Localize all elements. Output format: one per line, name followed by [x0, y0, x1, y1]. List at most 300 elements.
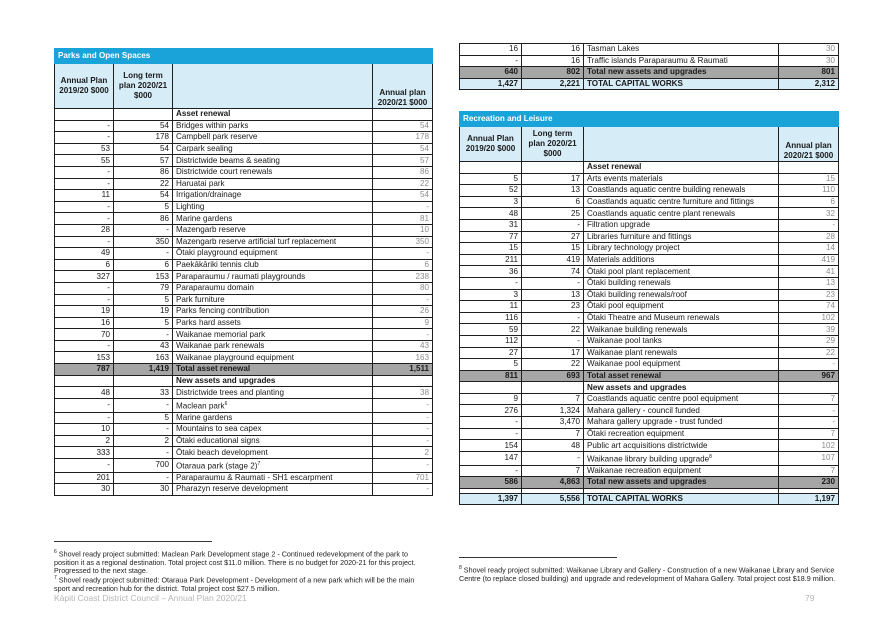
annual-plan-2020-cell: 350	[373, 236, 433, 248]
item-name-cell: Waikanae building renewals	[584, 324, 779, 336]
long-term-plan-cell: 27	[522, 231, 584, 243]
annual-plan-2019-cell: 16	[460, 44, 522, 56]
annual-plan-2019-cell: -	[55, 120, 114, 132]
item-name-cell: Ōtaki pool plant replacement	[584, 266, 779, 278]
empty-cell	[373, 375, 433, 387]
column-header: Annual Plan 2019/20 $000	[55, 64, 114, 109]
annual-plan-2020-cell: 29	[779, 335, 839, 347]
table-row	[460, 370, 839, 382]
annual-plan-2020-cell: 967	[779, 370, 839, 382]
long-term-plan-cell: 6	[114, 259, 173, 271]
long-term-plan-cell: -	[114, 472, 173, 484]
long-term-plan-cell: 86	[114, 166, 173, 178]
long-term-plan-cell: -	[522, 451, 584, 465]
annual-plan-2019-cell: 211	[460, 254, 522, 266]
long-term-plan-cell: 7	[522, 428, 584, 440]
long-term-plan-cell: 23	[522, 301, 584, 313]
annual-plan-2020-cell: 23	[779, 289, 839, 301]
long-term-plan-cell: -	[114, 224, 173, 236]
annual-plan-2020-cell: 2	[373, 447, 433, 459]
annual-plan-2019-cell: 52	[460, 185, 522, 197]
long-term-plan-cell: 19	[114, 306, 173, 318]
column-header: Long term plan 2020/21 $000	[522, 127, 584, 162]
long-term-plan-cell: 43	[114, 340, 173, 352]
annual-plan-2019-cell: 3	[460, 196, 522, 208]
long-term-plan-cell: 7	[522, 393, 584, 405]
item-name-cell: Total asset renewal	[584, 370, 779, 382]
column-header: Annual Plan 2019/20 $000	[460, 127, 522, 162]
annual-plan-2020-cell: -	[373, 248, 433, 260]
column-header-row	[460, 127, 839, 162]
item-name-cell: Ōtaki pool equipment	[584, 301, 779, 313]
long-term-plan-cell: 163	[114, 352, 173, 364]
annual-plan-2019-cell: 19	[55, 306, 114, 318]
annual-plan-2020-cell: 1,511	[373, 364, 433, 376]
annual-plan-2020-cell: 178	[373, 132, 433, 144]
long-term-plan-cell: -	[522, 219, 584, 231]
annual-plan-2020-cell: 7	[779, 465, 839, 477]
annual-plan-2020-cell: 30	[779, 55, 839, 67]
table-row	[460, 324, 839, 336]
item-name-cell: Public art acquisitions districtwide	[584, 440, 779, 452]
parks-table-continued	[459, 43, 839, 90]
annual-plan-2020-cell: 9	[373, 317, 433, 329]
item-name-cell: Pharazyn reserve development	[173, 484, 373, 496]
table-row	[55, 329, 433, 341]
item-name-cell: Coastlands aquatic centre building renewals	[584, 185, 779, 197]
table-row	[460, 493, 839, 505]
item-name-cell: Waikanae pool equipment	[584, 359, 779, 371]
empty-cell	[114, 375, 173, 387]
long-term-plan-cell: 22	[114, 178, 173, 190]
table-row	[460, 243, 839, 255]
annual-plan-2019-cell: 53	[55, 143, 114, 155]
long-term-plan-cell: 54	[114, 190, 173, 202]
table-row	[55, 248, 433, 260]
item-name-cell: Total asset renewal	[173, 364, 373, 376]
table-row	[460, 335, 839, 347]
long-term-plan-cell: 6	[522, 196, 584, 208]
annual-plan-2020-cell: 28	[779, 231, 839, 243]
item-name-cell: Mazengarb reserve	[173, 224, 373, 236]
table-row	[460, 55, 839, 67]
annual-plan-2019-cell: 16	[55, 317, 114, 329]
item-name-cell: TOTAL CAPITAL WORKS	[584, 78, 779, 90]
annual-plan-2019-cell: 55	[55, 155, 114, 167]
annual-plan-2019-cell: -	[55, 398, 114, 412]
annual-plan-2019-cell: 28	[55, 224, 114, 236]
item-name-cell: Waikanae memorial park	[173, 329, 373, 341]
empty-cell	[522, 162, 584, 174]
annual-plan-2019-cell: 11	[55, 190, 114, 202]
long-term-plan-cell: 4,863	[522, 477, 584, 489]
long-term-plan-cell: 419	[522, 254, 584, 266]
annual-plan-2019-cell: 27	[460, 347, 522, 359]
annual-plan-2020-cell: 43	[373, 340, 433, 352]
long-term-plan-cell: 57	[114, 155, 173, 167]
parks-table	[54, 48, 433, 496]
item-name-cell: Haruatai park	[173, 178, 373, 190]
annual-plan-2019-cell: 153	[55, 352, 114, 364]
item-name-cell: Waikanae recreation equipment	[584, 465, 779, 477]
annual-plan-2020-cell: 80	[373, 282, 433, 294]
table-row	[55, 306, 433, 318]
annual-plan-2020-cell: 54	[373, 190, 433, 202]
item-name-cell: Irrigation/drainage	[173, 190, 373, 202]
annual-plan-2020-cell: 26	[373, 306, 433, 318]
annual-plan-2019-cell: -	[55, 178, 114, 190]
table-row	[55, 143, 433, 155]
long-term-plan-cell: 13	[522, 185, 584, 197]
annual-plan-2019-cell: 9	[460, 393, 522, 405]
table-row	[460, 266, 839, 278]
table-row	[55, 190, 433, 202]
annual-plan-2019-cell: 811	[460, 370, 522, 382]
long-term-plan-cell: 7	[522, 465, 584, 477]
annual-plan-2020-cell: -	[373, 201, 433, 213]
long-term-plan-cell: 5	[114, 317, 173, 329]
item-name-cell: Otaraua park (stage 2)$^7$	[173, 458, 373, 472]
item-name-cell: Lighting	[173, 201, 373, 213]
annual-plan-2019-cell: 10	[55, 424, 114, 436]
table-row	[55, 259, 433, 271]
annual-plan-2019-cell: -	[55, 412, 114, 424]
item-name-cell: Waikanae playground equipment	[173, 352, 373, 364]
annual-plan-2019-cell: -	[55, 282, 114, 294]
table-row	[55, 236, 433, 248]
table-row	[55, 120, 433, 132]
long-term-plan-cell: 3,470	[522, 417, 584, 429]
table-row	[460, 451, 839, 465]
long-term-plan-cell: 1,419	[114, 364, 173, 376]
item-name-cell: Coastlands aquatic centre plant renewals	[584, 208, 779, 220]
annual-plan-2019-cell: 640	[460, 67, 522, 79]
item-name-cell: Districtwide court renewals	[173, 166, 373, 178]
annual-plan-2019-cell: 147	[460, 451, 522, 465]
long-term-plan-cell: 16	[522, 55, 584, 67]
item-name-cell: Paekākāriki tennis club	[173, 259, 373, 271]
item-name-cell: Paraparaumu domain	[173, 282, 373, 294]
annual-plan-2019-cell: 586	[460, 477, 522, 489]
item-name-cell: Mountains to sea capex	[173, 424, 373, 436]
empty-cell	[779, 162, 839, 174]
annual-plan-2019-cell: 201	[55, 472, 114, 484]
annual-plan-2019-cell: -	[55, 201, 114, 213]
long-term-plan-cell: 17	[522, 347, 584, 359]
annual-plan-2019-cell: 48	[55, 387, 114, 399]
annual-plan-2019-cell: 11	[460, 301, 522, 313]
table-row	[55, 166, 433, 178]
long-term-plan-cell: 1,324	[522, 405, 584, 417]
empty-cell	[779, 382, 839, 394]
footnote-ref: 8	[709, 453, 712, 460]
item-name-cell: Libraries furniture and fittings	[584, 231, 779, 243]
table-row	[55, 447, 433, 459]
long-term-plan-cell: 2	[114, 435, 173, 447]
annual-plan-2020-cell: 81	[373, 213, 433, 225]
table-title-row	[460, 112, 839, 127]
table-row	[55, 224, 433, 236]
item-name-cell: Districtwide trees and planting	[173, 387, 373, 399]
annual-plan-2020-cell: 107	[779, 451, 839, 465]
annual-plan-2020-cell: 22	[373, 178, 433, 190]
annual-plan-2020-cell: 701	[373, 472, 433, 484]
long-term-plan-cell: 33	[114, 387, 173, 399]
annual-plan-2019-cell: -	[55, 213, 114, 225]
annual-plan-2019-cell: -	[55, 236, 114, 248]
section-heading: New assets and upgrades	[173, 375, 373, 387]
item-name-cell: Tasman Lakes	[584, 44, 779, 56]
table-row	[55, 387, 433, 399]
annual-plan-2020-cell: 102	[779, 440, 839, 452]
section-heading-row	[55, 375, 433, 387]
table-row	[460, 78, 839, 90]
table-row	[55, 352, 433, 364]
footnote-6: $^6$ Shovel ready project submitted: Maclean Park Development stage 2 - Continued redevelopment of the park to position it as a regional destination. Total project cost $11.0 million. There is no budget for 2020-21 for this project. Progressed to the next stage.	[54, 549, 416, 575]
annual-plan-2020-cell: -	[779, 417, 839, 429]
long-term-plan-cell: 802	[522, 67, 584, 79]
long-term-plan-cell: 54	[114, 120, 173, 132]
long-term-plan-cell: 86	[114, 213, 173, 225]
annual-plan-2020-cell: 419	[779, 254, 839, 266]
table-row	[460, 347, 839, 359]
table-row	[460, 301, 839, 313]
footer-page-number: 79	[805, 593, 815, 603]
item-name-cell: Waikanae library building upgrade$^8$	[584, 451, 779, 465]
item-name-cell: Marine gardens	[173, 412, 373, 424]
annual-plan-2019-cell: 6	[55, 259, 114, 271]
annual-plan-2019-cell: 59	[460, 324, 522, 336]
long-term-plan-cell: 79	[114, 282, 173, 294]
item-name-cell: Coastlands aquatic centre furniture and fittings	[584, 196, 779, 208]
annual-plan-2019-cell: 77	[460, 231, 522, 243]
column-header-row	[55, 64, 433, 109]
long-term-plan-cell: -	[114, 248, 173, 260]
annual-plan-2019-cell: -	[55, 132, 114, 144]
item-name-cell: Ōtaki beach development	[173, 447, 373, 459]
annual-plan-2019-cell: -	[55, 340, 114, 352]
table-row	[55, 132, 433, 144]
table-row	[460, 440, 839, 452]
column-header	[584, 127, 779, 162]
long-term-plan-cell: 5	[114, 201, 173, 213]
annual-plan-2020-cell: 14	[779, 243, 839, 255]
empty-cell	[55, 375, 114, 387]
item-name-cell: Mazengarb reserve artificial turf replacement	[173, 236, 373, 248]
item-name-cell: TOTAL CAPITAL WORKS	[584, 493, 779, 505]
table-title: Recreation and Leisure	[460, 112, 839, 127]
annual-plan-2019-cell: 3	[460, 289, 522, 301]
long-term-plan-cell: 5	[114, 412, 173, 424]
table-row	[460, 44, 839, 56]
table-row	[460, 196, 839, 208]
table-row	[55, 201, 433, 213]
footnote-ref: 6	[224, 400, 228, 407]
footnote-ref: 7	[257, 460, 261, 467]
item-name-cell: Coastlands aquatic centre pool equipment	[584, 393, 779, 405]
long-term-plan-cell: -	[114, 424, 173, 436]
annual-plan-2020-cell: 39	[779, 324, 839, 336]
section-heading: New assets and upgrades	[584, 382, 779, 394]
table-row	[55, 424, 433, 436]
long-term-plan-cell: 25	[522, 208, 584, 220]
long-term-plan-cell: 693	[522, 370, 584, 382]
table-row	[460, 185, 839, 197]
table-row	[460, 359, 839, 371]
annual-plan-2020-cell: 54	[373, 143, 433, 155]
long-term-plan-cell: 48	[522, 440, 584, 452]
annual-plan-2020-cell: 41	[779, 266, 839, 278]
long-term-plan-cell: 700	[114, 458, 173, 472]
annual-plan-2020-cell: 102	[779, 312, 839, 324]
column-header: Long term plan 2020/21 $000	[114, 64, 173, 109]
table-row	[55, 458, 433, 472]
table-row	[460, 417, 839, 429]
long-term-plan-cell: -	[522, 312, 584, 324]
column-header: Annual plan 2020/21 $000	[373, 64, 433, 109]
item-name-cell: Ōtaki building renewals	[584, 277, 779, 289]
long-term-plan-cell: 16	[522, 44, 584, 56]
long-term-plan-cell: 5,556	[522, 493, 584, 505]
item-name-cell: Parks hard assets	[173, 317, 373, 329]
table-row	[460, 67, 839, 79]
table-row	[55, 412, 433, 424]
annual-plan-2019-cell: 15	[460, 243, 522, 255]
annual-plan-2020-cell: 6	[779, 196, 839, 208]
table-row	[460, 208, 839, 220]
table-row	[460, 173, 839, 185]
annual-plan-2020-cell: -	[779, 359, 839, 371]
long-term-plan-cell: 350	[114, 236, 173, 248]
section-heading-row	[460, 382, 839, 394]
section-heading: Asset renewal	[173, 109, 373, 121]
item-name-cell: Carpark sealing	[173, 143, 373, 155]
annual-plan-2019-cell: 70	[55, 329, 114, 341]
annual-plan-2019-cell: -	[460, 55, 522, 67]
annual-plan-2020-cell: -	[373, 424, 433, 436]
annual-plan-2020-cell: -	[373, 294, 433, 306]
table-row	[55, 271, 433, 283]
annual-plan-2019-cell: 276	[460, 405, 522, 417]
item-name-cell: Mahara gallery - council funded	[584, 405, 779, 417]
table-row	[460, 405, 839, 417]
table-row	[55, 317, 433, 329]
section-heading: Asset renewal	[584, 162, 779, 174]
long-term-plan-cell: -	[522, 335, 584, 347]
annual-plan-2020-cell: -	[779, 219, 839, 231]
table-row	[460, 219, 839, 231]
annual-plan-2019-cell: 154	[460, 440, 522, 452]
empty-cell	[373, 109, 433, 121]
annual-plan-2019-cell: 30	[55, 484, 114, 496]
item-name-cell: Traffic islands Paraparaumu & Raumati	[584, 55, 779, 67]
annual-plan-2019-cell: -	[460, 277, 522, 289]
item-name-cell: Waikanae plant renewals	[584, 347, 779, 359]
table-row	[55, 282, 433, 294]
long-term-plan-cell: 2,221	[522, 78, 584, 90]
long-term-plan-cell: 17	[522, 173, 584, 185]
item-name-cell: Library technology project	[584, 243, 779, 255]
item-name-cell: Maclean park$^6$	[173, 398, 373, 412]
item-name-cell: Mahara gallery upgrade - trust funded	[584, 417, 779, 429]
annual-plan-2020-cell: -	[373, 435, 433, 447]
annual-plan-2019-cell: 31	[460, 219, 522, 231]
footer-document-title: Kāpiti Coast District Council – Annual Plan 2020/21	[54, 593, 247, 603]
annual-plan-2020-cell: 801	[779, 67, 839, 79]
empty-cell	[460, 382, 522, 394]
item-name-cell: Waikanae park renewals	[173, 340, 373, 352]
item-name-cell: Marine gardens	[173, 213, 373, 225]
annual-plan-2020-cell: 15	[779, 173, 839, 185]
table-row	[55, 472, 433, 484]
annual-plan-2020-cell: 110	[779, 185, 839, 197]
item-name-cell: Ōtaki Theatre and Museum renewals	[584, 312, 779, 324]
annual-plan-2019-cell: 787	[55, 364, 114, 376]
table-row	[55, 398, 433, 412]
table-row	[55, 155, 433, 167]
long-term-plan-cell: -	[522, 277, 584, 289]
annual-plan-2019-cell: -	[55, 166, 114, 178]
item-name-cell: Filtration upgrade	[584, 219, 779, 231]
annual-plan-2020-cell: 230	[779, 477, 839, 489]
item-name-cell: Paraparaumu / raumati playgrounds	[173, 271, 373, 283]
item-name-cell: Ōtaki educational signs	[173, 435, 373, 447]
annual-plan-2019-cell: 36	[460, 266, 522, 278]
table-row	[55, 364, 433, 376]
item-name-cell: Paraparaumu & Raumati - SH1 escarpment	[173, 472, 373, 484]
annual-plan-2019-cell: -	[55, 294, 114, 306]
annual-plan-2020-cell: 32	[779, 208, 839, 220]
empty-cell	[55, 109, 114, 121]
table-row	[55, 178, 433, 190]
annual-plan-2019-cell: 333	[55, 447, 114, 459]
recreation-table	[459, 111, 839, 505]
annual-plan-2020-cell: -	[373, 484, 433, 496]
annual-plan-2019-cell: 327	[55, 271, 114, 283]
table-row	[460, 393, 839, 405]
table-row	[55, 213, 433, 225]
table-row	[460, 465, 839, 477]
table-row	[460, 289, 839, 301]
item-name-cell: Waikanae pool tanks	[584, 335, 779, 347]
long-term-plan-cell: 54	[114, 143, 173, 155]
annual-plan-2019-cell: 116	[460, 312, 522, 324]
annual-plan-2020-cell: -	[373, 412, 433, 424]
table-row	[460, 477, 839, 489]
annual-plan-2019-cell: 48	[460, 208, 522, 220]
annual-plan-2020-cell: 1,197	[779, 493, 839, 505]
table-title-row	[55, 49, 433, 64]
item-name-cell: Ōtaki recreation equipment	[584, 428, 779, 440]
annual-plan-2020-cell: 6	[373, 259, 433, 271]
item-name-cell: Materials additions	[584, 254, 779, 266]
annual-plan-2020-cell: 30	[779, 44, 839, 56]
table-row	[460, 231, 839, 243]
annual-plan-2020-cell: -	[373, 329, 433, 341]
long-term-plan-cell: 153	[114, 271, 173, 283]
long-term-plan-cell: 13	[522, 289, 584, 301]
table-title: Parks and Open Spaces	[55, 49, 433, 64]
item-name-cell: Campbell park reserve	[173, 132, 373, 144]
table-row	[460, 312, 839, 324]
long-term-plan-cell: 15	[522, 243, 584, 255]
footnote-rule-left	[54, 541, 212, 542]
long-term-plan-cell: -	[114, 447, 173, 459]
long-term-plan-cell: 5	[114, 294, 173, 306]
annual-plan-2020-cell: 238	[373, 271, 433, 283]
empty-cell	[460, 162, 522, 174]
empty-cell	[114, 109, 173, 121]
